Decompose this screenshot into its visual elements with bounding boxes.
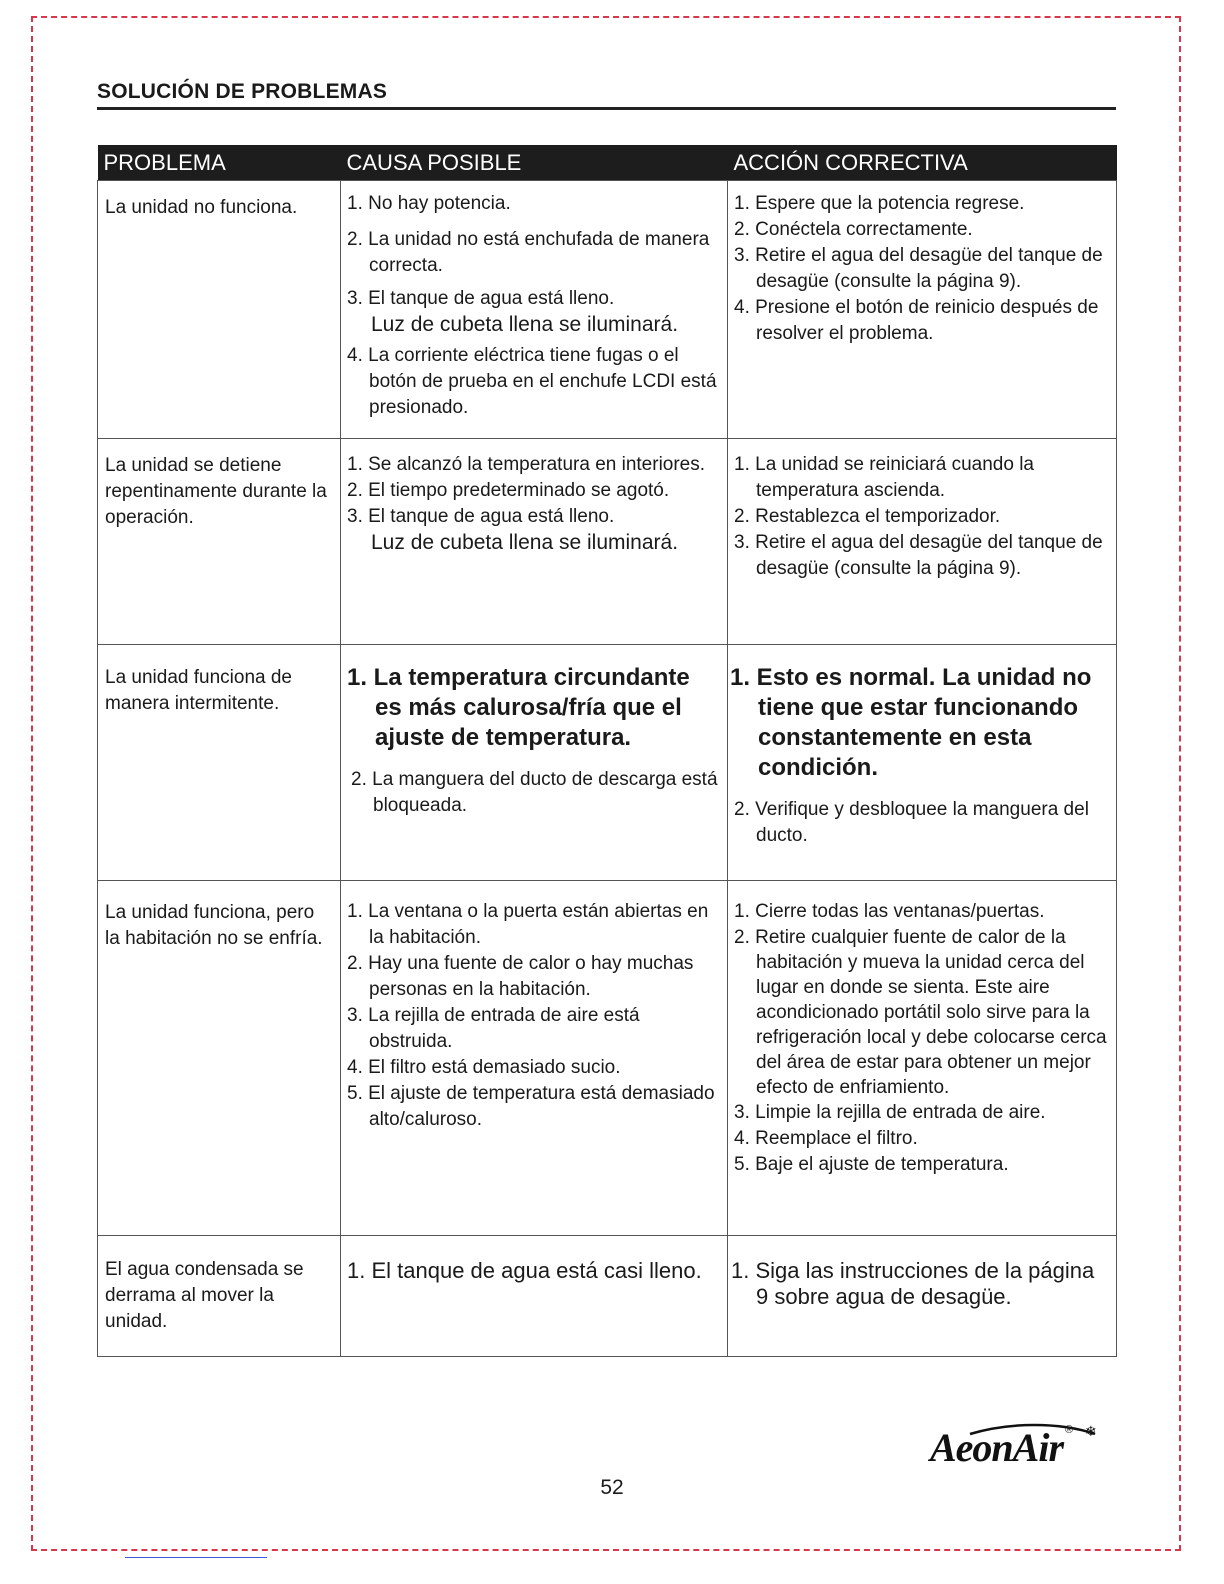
table-row <box>98 181 1117 439</box>
cause-item: 2. La unidad no está enchufada de manera correcta. <box>347 229 710 276</box>
cause-item: 4. El filtro está demasiado sucio. <box>347 1057 621 1078</box>
header-cause: CAUSA POSIBLE <box>341 145 728 181</box>
action-item: 2. Verifique y desbloquee la manguera del ducto. <box>734 799 1089 846</box>
table-row <box>98 1236 1117 1357</box>
action-item: 2. Restablezca el temporizador. <box>734 506 1001 527</box>
cause-item: 3. El tanque de agua está lleno. <box>347 288 615 309</box>
cause-item: 2. El tiempo predeterminado se agotó. <box>347 480 670 501</box>
action-item: 2. Conéctela correctamente. <box>734 219 973 240</box>
problem-cell: La unidad funciona de manera intermitente. <box>98 645 341 881</box>
action-cell <box>728 1236 1117 1357</box>
registered-mark: ® <box>1065 1424 1074 1436</box>
cause-item: 1. El tanque de agua está casi lleno. <box>347 1258 702 1283</box>
action-item: 1. Espere que la potencia regrese. <box>734 193 1025 214</box>
cause-cell <box>341 1236 728 1357</box>
table-header-row <box>98 145 1117 181</box>
svg-text:❄: ❄ <box>1085 1424 1097 1440</box>
cause-note: Luz de cubeta llena se iluminará. <box>371 531 679 554</box>
problem-cell: La unidad no funciona. <box>98 181 341 439</box>
cause-item: 1. Se alcanzó la temperatura en interiores. <box>347 454 706 475</box>
cause-cell <box>341 881 728 1236</box>
action-item: 2. Retire cualquier fuente de calor de la habitación y mueva la unidad cerca del lugar en donde se sienta. Este aire acondicionado portátil solo sirve para la refrigeración local y debe colocarse cerca del área de estar para obtener un mejor efecto de enfriamiento. <box>734 927 1107 1098</box>
action-item: 3. Retire el agua del desagüe del tanque de desagüe (consulte la página 9). <box>734 532 1103 579</box>
troubleshooting-table <box>97 145 1116 1357</box>
table-row <box>98 645 1117 881</box>
cause-item: 1. No hay potencia. <box>347 193 511 214</box>
cause-note: Luz de cubeta llena se iluminará. <box>371 313 679 336</box>
action-cell <box>728 439 1117 645</box>
problem-cell: La unidad se detiene repentinamente durante la operación. <box>98 439 341 645</box>
action-item: 1. Cierre todas las ventanas/puertas. <box>734 901 1045 922</box>
cause-cell <box>341 439 728 645</box>
action-item: 3. Retire el agua del desagüe del tanque de desagüe (consulte la página 9). <box>734 245 1103 292</box>
cause-item: 2. Hay una fuente de calor o hay muchas personas en la habitación. <box>347 953 694 1000</box>
cause-item: 3. La rejilla de entrada de aire está obstruida. <box>347 1005 640 1052</box>
section-title: SOLUCIÓN DE PROBLEMAS <box>97 80 388 103</box>
cause-item: 3. El tanque de agua está lleno. <box>347 506 615 527</box>
header-action: ACCIÓN CORRECTIVA <box>728 145 1117 181</box>
cause-item: 2. La manguera del ducto de descarga está bloqueada. <box>351 769 718 816</box>
problem-cell: La unidad funciona, pero la habitación no se enfría. <box>98 881 341 1236</box>
cause-item: 5. El ajuste de temperatura está demasiado alto/caluroso. <box>347 1083 715 1130</box>
page-number: 52 <box>600 1476 624 1499</box>
aeonair-logo <box>930 1420 1120 1470</box>
logo-text: AeonAir <box>930 1425 1064 1470</box>
problem-cell: El agua condensada se derrama al mover la unidad. <box>98 1236 341 1357</box>
action-cell <box>728 881 1117 1236</box>
table-row <box>98 439 1117 645</box>
action-item: 5. Baje el ajuste de temperatura. <box>734 1154 1009 1175</box>
action-item: 1. Esto es normal. La unidad no tiene que estar funcionando constantemente en esta condición. <box>730 664 1092 781</box>
cause-item: 4. La corriente eléctrica tiene fugas o el botón de prueba en el enchufe LCDI está presionado. <box>347 345 717 418</box>
action-item: 4. Presione el botón de reinicio después de resolver el problema. <box>734 297 1099 344</box>
action-item: 4. Reemplace el filtro. <box>734 1128 918 1149</box>
cause-item: 1. La temperatura circundante es más calurosa/fría que el ajuste de temperatura. <box>347 664 690 751</box>
title-rule <box>97 107 1116 110</box>
action-item: 3. Limpie la rejilla de entrada de aire. <box>734 1102 1046 1123</box>
bottom-link-line <box>125 1557 267 1558</box>
action-cell <box>728 645 1117 881</box>
cause-cell <box>341 181 728 439</box>
header-problem: PROBLEMA <box>98 145 341 181</box>
cause-item: 1. La ventana o la puerta están abiertas en la habitación. <box>347 901 709 948</box>
table-row <box>98 881 1117 1236</box>
action-item: 1. Siga las instrucciones de la página 9 sobre agua de desagüe. <box>731 1258 1095 1309</box>
action-cell <box>728 181 1117 439</box>
cause-cell <box>341 645 728 881</box>
action-item: 1. La unidad se reiniciará cuando la temperatura ascienda. <box>734 454 1034 501</box>
